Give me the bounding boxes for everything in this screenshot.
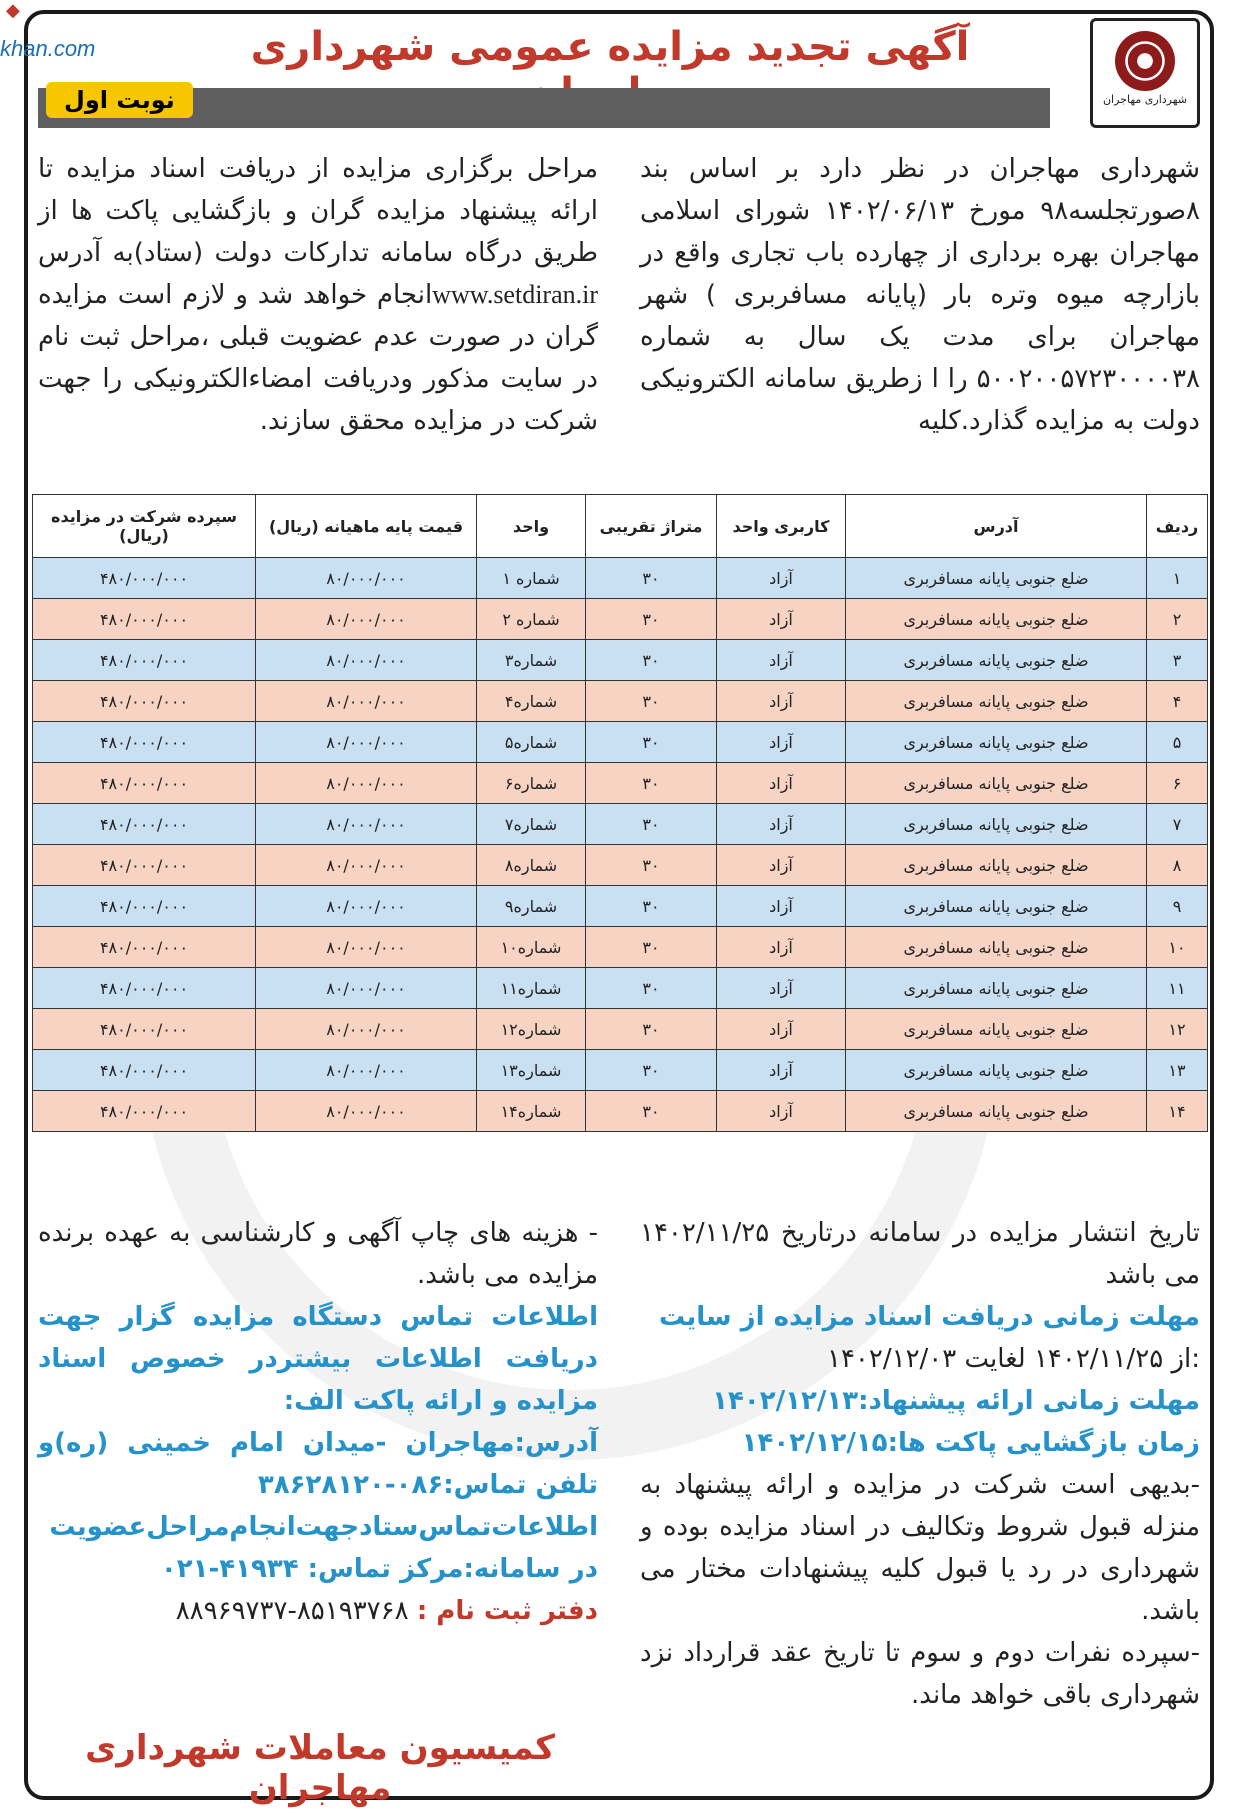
cell-usage: آزاد [717, 886, 846, 927]
cell-usage: آزاد [717, 804, 846, 845]
cell-base-price: ۸۰/۰۰۰/۰۰۰ [256, 763, 477, 804]
note-deposit: -سپرده نفرات دوم و سوم تا تاریخ عقد قرارداد نزد شهرداری باقی خواهد ماند. [640, 1638, 1200, 1710]
cell-address: ضلع جنوبی پایانه مسافربری [846, 968, 1147, 1009]
cell-deposit: ۴۸۰/۰۰۰/۰۰۰ [33, 927, 256, 968]
page-title: آگهی تجدید مزایده عمومی شهرداری [250, 24, 970, 70]
cell-unit: شماره۸ [477, 845, 586, 886]
cell-area: ۳۰ [586, 1091, 717, 1132]
cell-address: ضلع جنوبی پایانه مسافربری [846, 722, 1147, 763]
cell-usage: آزاد [717, 599, 846, 640]
table-header-row [33, 495, 1208, 558]
cell-base-price: ۸۰/۰۰۰/۰۰۰ [256, 804, 477, 845]
cell-base-price: ۸۰/۰۰۰/۰۰۰ [256, 927, 477, 968]
cell-base-price: ۸۰/۰۰۰/۰۰۰ [256, 1091, 477, 1132]
cell-address: ضلع جنوبی پایانه مسافربری [846, 681, 1147, 722]
cell-deposit: ۴۸۰/۰۰۰/۰۰۰ [33, 886, 256, 927]
cell-usage: آزاد [717, 681, 846, 722]
site-label: khan.com [0, 36, 96, 61]
cell-address: ضلع جنوبی پایانه مسافربری [846, 558, 1147, 599]
intro-paragraph: شهرداری مهاجران در نظر دارد بر اساس بند ۸صورتجلسه۹۸ مورخ ۱۴۰۲/۰۶/۱۳ شورای اسلامی مهاجران بهره برداری از چهارده باب تجاری واقع در بازارچه میوه وتره بار (پایانه مسافربری ) شهر مهاجران برای مدت یک سال به شماره ۵۰۰۲۰۰۵۷۲۳۰۰۰۰۳۸ را ا زطریق سامانه الکترونیکی دولت به مزایده گذارد.کلیه [640, 154, 1200, 436]
costs-note: - هزینه های چاپ آگهی و کارشناسی به عهده برنده مزایده می باشد. [38, 1218, 598, 1290]
cell-row-no: ۱۰ [1147, 927, 1208, 968]
table-row [33, 599, 1208, 640]
cell-deposit: ۴۸۰/۰۰۰/۰۰۰ [33, 558, 256, 599]
table-row [33, 1050, 1208, 1091]
site-mark: ◆ [6, 0, 20, 21]
table-row [33, 886, 1208, 927]
cell-area: ۳۰ [586, 681, 717, 722]
cell-address: ضلع جنوبی پایانه مسافربری [846, 599, 1147, 640]
contact-heading: اطلاعات تماس دستگاه مزایده گزار جهت دریافت اطلاعات بیشتردر خصوص اسناد مزایده و ارائه پاکت الف: [38, 1302, 598, 1416]
cell-base-price: ۸۰/۰۰۰/۰۰۰ [256, 1050, 477, 1091]
cell-deposit: ۴۸۰/۰۰۰/۰۰۰ [33, 1009, 256, 1050]
logo-emblem-icon [1115, 31, 1175, 91]
bottom-left-text [38, 1212, 598, 1632]
setad-url-link[interactable]: www.setdiran.ir [432, 280, 598, 309]
cell-unit: شماره۱۳ [477, 1050, 586, 1091]
cell-area: ۳۰ [586, 968, 717, 1009]
cell-address: ضلع جنوبی پایانه مسافربری [846, 1091, 1147, 1132]
registry-label: دفتر ثبت نام : [416, 1596, 598, 1626]
table-row [33, 1091, 1208, 1132]
cell-address: ضلع جنوبی پایانه مسافربری [846, 640, 1147, 681]
cell-base-price: ۸۰/۰۰۰/۰۰۰ [256, 640, 477, 681]
cell-deposit: ۴۸۰/۰۰۰/۰۰۰ [33, 845, 256, 886]
docs-deadline-label: مهلت زمانی دریافت اسناد مزایده از سایت [659, 1302, 1200, 1332]
header-address: آدرس [846, 495, 1147, 558]
cell-unit: شماره۵ [477, 722, 586, 763]
table-row [33, 640, 1208, 681]
table-row [33, 804, 1208, 845]
intro-right-text [640, 148, 1200, 442]
registry-line [38, 1590, 598, 1632]
cell-deposit: ۴۸۰/۰۰۰/۰۰۰ [33, 640, 256, 681]
cell-base-price: ۸۰/۰۰۰/۰۰۰ [256, 845, 477, 886]
cell-unit: شماره۱۱ [477, 968, 586, 1009]
cell-usage: آزاد [717, 1050, 846, 1091]
cell-usage: آزاد [717, 763, 846, 804]
opening-date: زمان بازگشایی پاکت ها:۱۴۰۲/۱۲/۱۵ [741, 1428, 1200, 1458]
cell-deposit: ۴۸۰/۰۰۰/۰۰۰ [33, 722, 256, 763]
cell-row-no: ۲ [1147, 599, 1208, 640]
cell-row-no: ۱۴ [1147, 1091, 1208, 1132]
cell-row-no: ۱ [1147, 558, 1208, 599]
cell-deposit: ۴۸۰/۰۰۰/۰۰۰ [33, 763, 256, 804]
cell-row-no: ۱۱ [1147, 968, 1208, 1009]
cell-usage: آزاد [717, 927, 846, 968]
logo-caption: شهرداری مهاجران [1102, 93, 1188, 106]
cell-area: ۳۰ [586, 763, 717, 804]
cell-unit: شماره۱۲ [477, 1009, 586, 1050]
auction-table [32, 494, 1208, 1132]
intro-left-paragraph [38, 148, 598, 442]
cell-usage: آزاد [717, 640, 846, 681]
publish-date: تاریخ انتشار مزایده در سامانه درتاریخ ۱۴۰۲/۱۱/۲۵ می باشد [640, 1218, 1200, 1290]
cell-base-price: ۸۰/۰۰۰/۰۰۰ [256, 968, 477, 1009]
docs-deadline-value: :از ۱۴۰۲/۱۱/۲۵ لغایت ۱۴۰۲/۱۲/۰۳ [827, 1344, 1200, 1374]
header-usage: کاربری واحد [717, 495, 846, 558]
cell-base-price: ۸۰/۰۰۰/۰۰۰ [256, 1009, 477, 1050]
cell-row-no: ۷ [1147, 804, 1208, 845]
cell-row-no: ۱۲ [1147, 1009, 1208, 1050]
cell-area: ۳۰ [586, 558, 717, 599]
table-row [33, 722, 1208, 763]
signature: کمیسیون معاملات شهرداری مهاجران [85, 1728, 555, 1808]
header-area: متراژ تقریبی [586, 495, 717, 558]
cell-usage: آزاد [717, 1009, 846, 1050]
offer-deadline: مهلت زمانی ارائه پیشنهاد:۱۴۰۲/۱۲/۱۳ [712, 1386, 1200, 1416]
table-row [33, 1009, 1208, 1050]
table-row [33, 845, 1208, 886]
cell-address: ضلع جنوبی پایانه مسافربری [846, 927, 1147, 968]
cell-deposit: ۴۸۰/۰۰۰/۰۰۰ [33, 804, 256, 845]
cell-area: ۳۰ [586, 927, 717, 968]
table-row [33, 681, 1208, 722]
cell-unit: شماره۱۰ [477, 927, 586, 968]
registry-numbers: ۸۵۱۹۳۷۶۸-۸۸۹۶۹۷۳۷ [175, 1596, 409, 1626]
cell-row-no: ۳ [1147, 640, 1208, 681]
intro-left-prefix: مراحل برگزاری مزایده از دریافت اسناد مزایده تا ارائه پیشنهاد مزایده گران و بازگشایی پاکت ها از طریق درگاه سامانه تدارکات دولت (ستاد)به آدرس [38, 154, 598, 268]
cell-address: ضلع جنوبی پایانه مسافربری [846, 804, 1147, 845]
cell-area: ۳۰ [586, 722, 717, 763]
header-unit: واحد [477, 495, 586, 558]
cell-area: ۳۰ [586, 845, 717, 886]
cell-base-price: ۸۰/۰۰۰/۰۰۰ [256, 599, 477, 640]
cell-usage: آزاد [717, 722, 846, 763]
cell-deposit: ۴۸۰/۰۰۰/۰۰۰ [33, 968, 256, 1009]
cell-base-price: ۸۰/۰۰۰/۰۰۰ [256, 722, 477, 763]
cell-area: ۳۰ [586, 640, 717, 681]
table-row [33, 763, 1208, 804]
cell-deposit: ۴۸۰/۰۰۰/۰۰۰ [33, 1091, 256, 1132]
note-acceptance: -بدیهی است شرکت در مزایده و ارائه پیشنهاد به منزله قبول شروط وتکالیف در اسناد مزایده بوده و شهرداری در رد یا قبول کلیه پیشنهادات مختار می باشد. [640, 1470, 1200, 1626]
cell-deposit: ۴۸۰/۰۰۰/۰۰۰ [33, 1050, 256, 1091]
cell-unit: شماره ۱ [477, 558, 586, 599]
cell-row-no: ۴ [1147, 681, 1208, 722]
bottom-right-text [640, 1212, 1200, 1716]
cell-address: ضلع جنوبی پایانه مسافربری [846, 1009, 1147, 1050]
cell-unit: شماره۱۴ [477, 1091, 586, 1132]
cell-usage: آزاد [717, 845, 846, 886]
cell-address: ضلع جنوبی پایانه مسافربری [846, 763, 1147, 804]
cell-address: ضلع جنوبی پایانه مسافربری [846, 1050, 1147, 1091]
cell-unit: شماره۷ [477, 804, 586, 845]
header-deposit: سپرده شرکت در مزایده (ریال) [33, 495, 256, 558]
cell-address: ضلع جنوبی پایانه مسافربری [846, 845, 1147, 886]
table-row [33, 927, 1208, 968]
table-body [33, 558, 1208, 1132]
cell-area: ۳۰ [586, 804, 717, 845]
cell-area: ۳۰ [586, 1050, 717, 1091]
cell-address: ضلع جنوبی پایانه مسافربری [846, 886, 1147, 927]
cell-usage: آزاد [717, 558, 846, 599]
cell-area: ۳۰ [586, 599, 717, 640]
header-base-price: قیمت پایه ماهیانه (ریال) [256, 495, 477, 558]
cell-row-no: ۱۳ [1147, 1050, 1208, 1091]
cell-base-price: ۸۰/۰۰۰/۰۰۰ [256, 558, 477, 599]
cell-unit: شماره۶ [477, 763, 586, 804]
cell-unit: شماره۹ [477, 886, 586, 927]
cell-row-no: ۹ [1147, 886, 1208, 927]
header-row-no: ردیف [1147, 495, 1208, 558]
cell-base-price: ۸۰/۰۰۰/۰۰۰ [256, 886, 477, 927]
cell-deposit: ۴۸۰/۰۰۰/۰۰۰ [33, 599, 256, 640]
cell-unit: شماره۴ [477, 681, 586, 722]
cell-row-no: ۶ [1147, 763, 1208, 804]
table-row [33, 968, 1208, 1009]
cell-row-no: ۸ [1147, 845, 1208, 886]
intro-left-suffix: انجام خواهد شد و لازم است مزایده گران در صورت عدم عضویت قبلی ،مراحل ثبت نام در سایت مذکور ودریافت امضاءالکترونیکی را جهت شرکت در مزایده محقق سازند. [38, 280, 598, 436]
cell-row-no: ۵ [1147, 722, 1208, 763]
cell-unit: شماره۳ [477, 640, 586, 681]
cell-area: ۳۰ [586, 886, 717, 927]
table-row [33, 558, 1208, 599]
round-badge: نوبت اول [46, 82, 193, 118]
cell-area: ۳۰ [586, 1009, 717, 1050]
cell-usage: آزاد [717, 1091, 846, 1132]
cell-usage: آزاد [717, 968, 846, 1009]
cell-unit: شماره ۲ [477, 599, 586, 640]
auction-table-wrap [32, 494, 1208, 1132]
cell-base-price: ۸۰/۰۰۰/۰۰۰ [256, 681, 477, 722]
municipality-logo [1090, 18, 1200, 128]
intro-left-text [38, 148, 598, 442]
cell-deposit: ۴۸۰/۰۰۰/۰۰۰ [33, 681, 256, 722]
setad-contact: اطلاعات‌تماس‌ستادجهت‌انجام‌مراحل‌عضویت در سامانه:مرکز تماس: ۴۱۹۳۴-۰۲۱ [49, 1512, 598, 1584]
contact-address: آدرس:مهاجران -میدان امام خمینی (ره)و تلفن تماس:۰۸۶-۳۸۶۲۸۱۲۰ [38, 1428, 598, 1500]
